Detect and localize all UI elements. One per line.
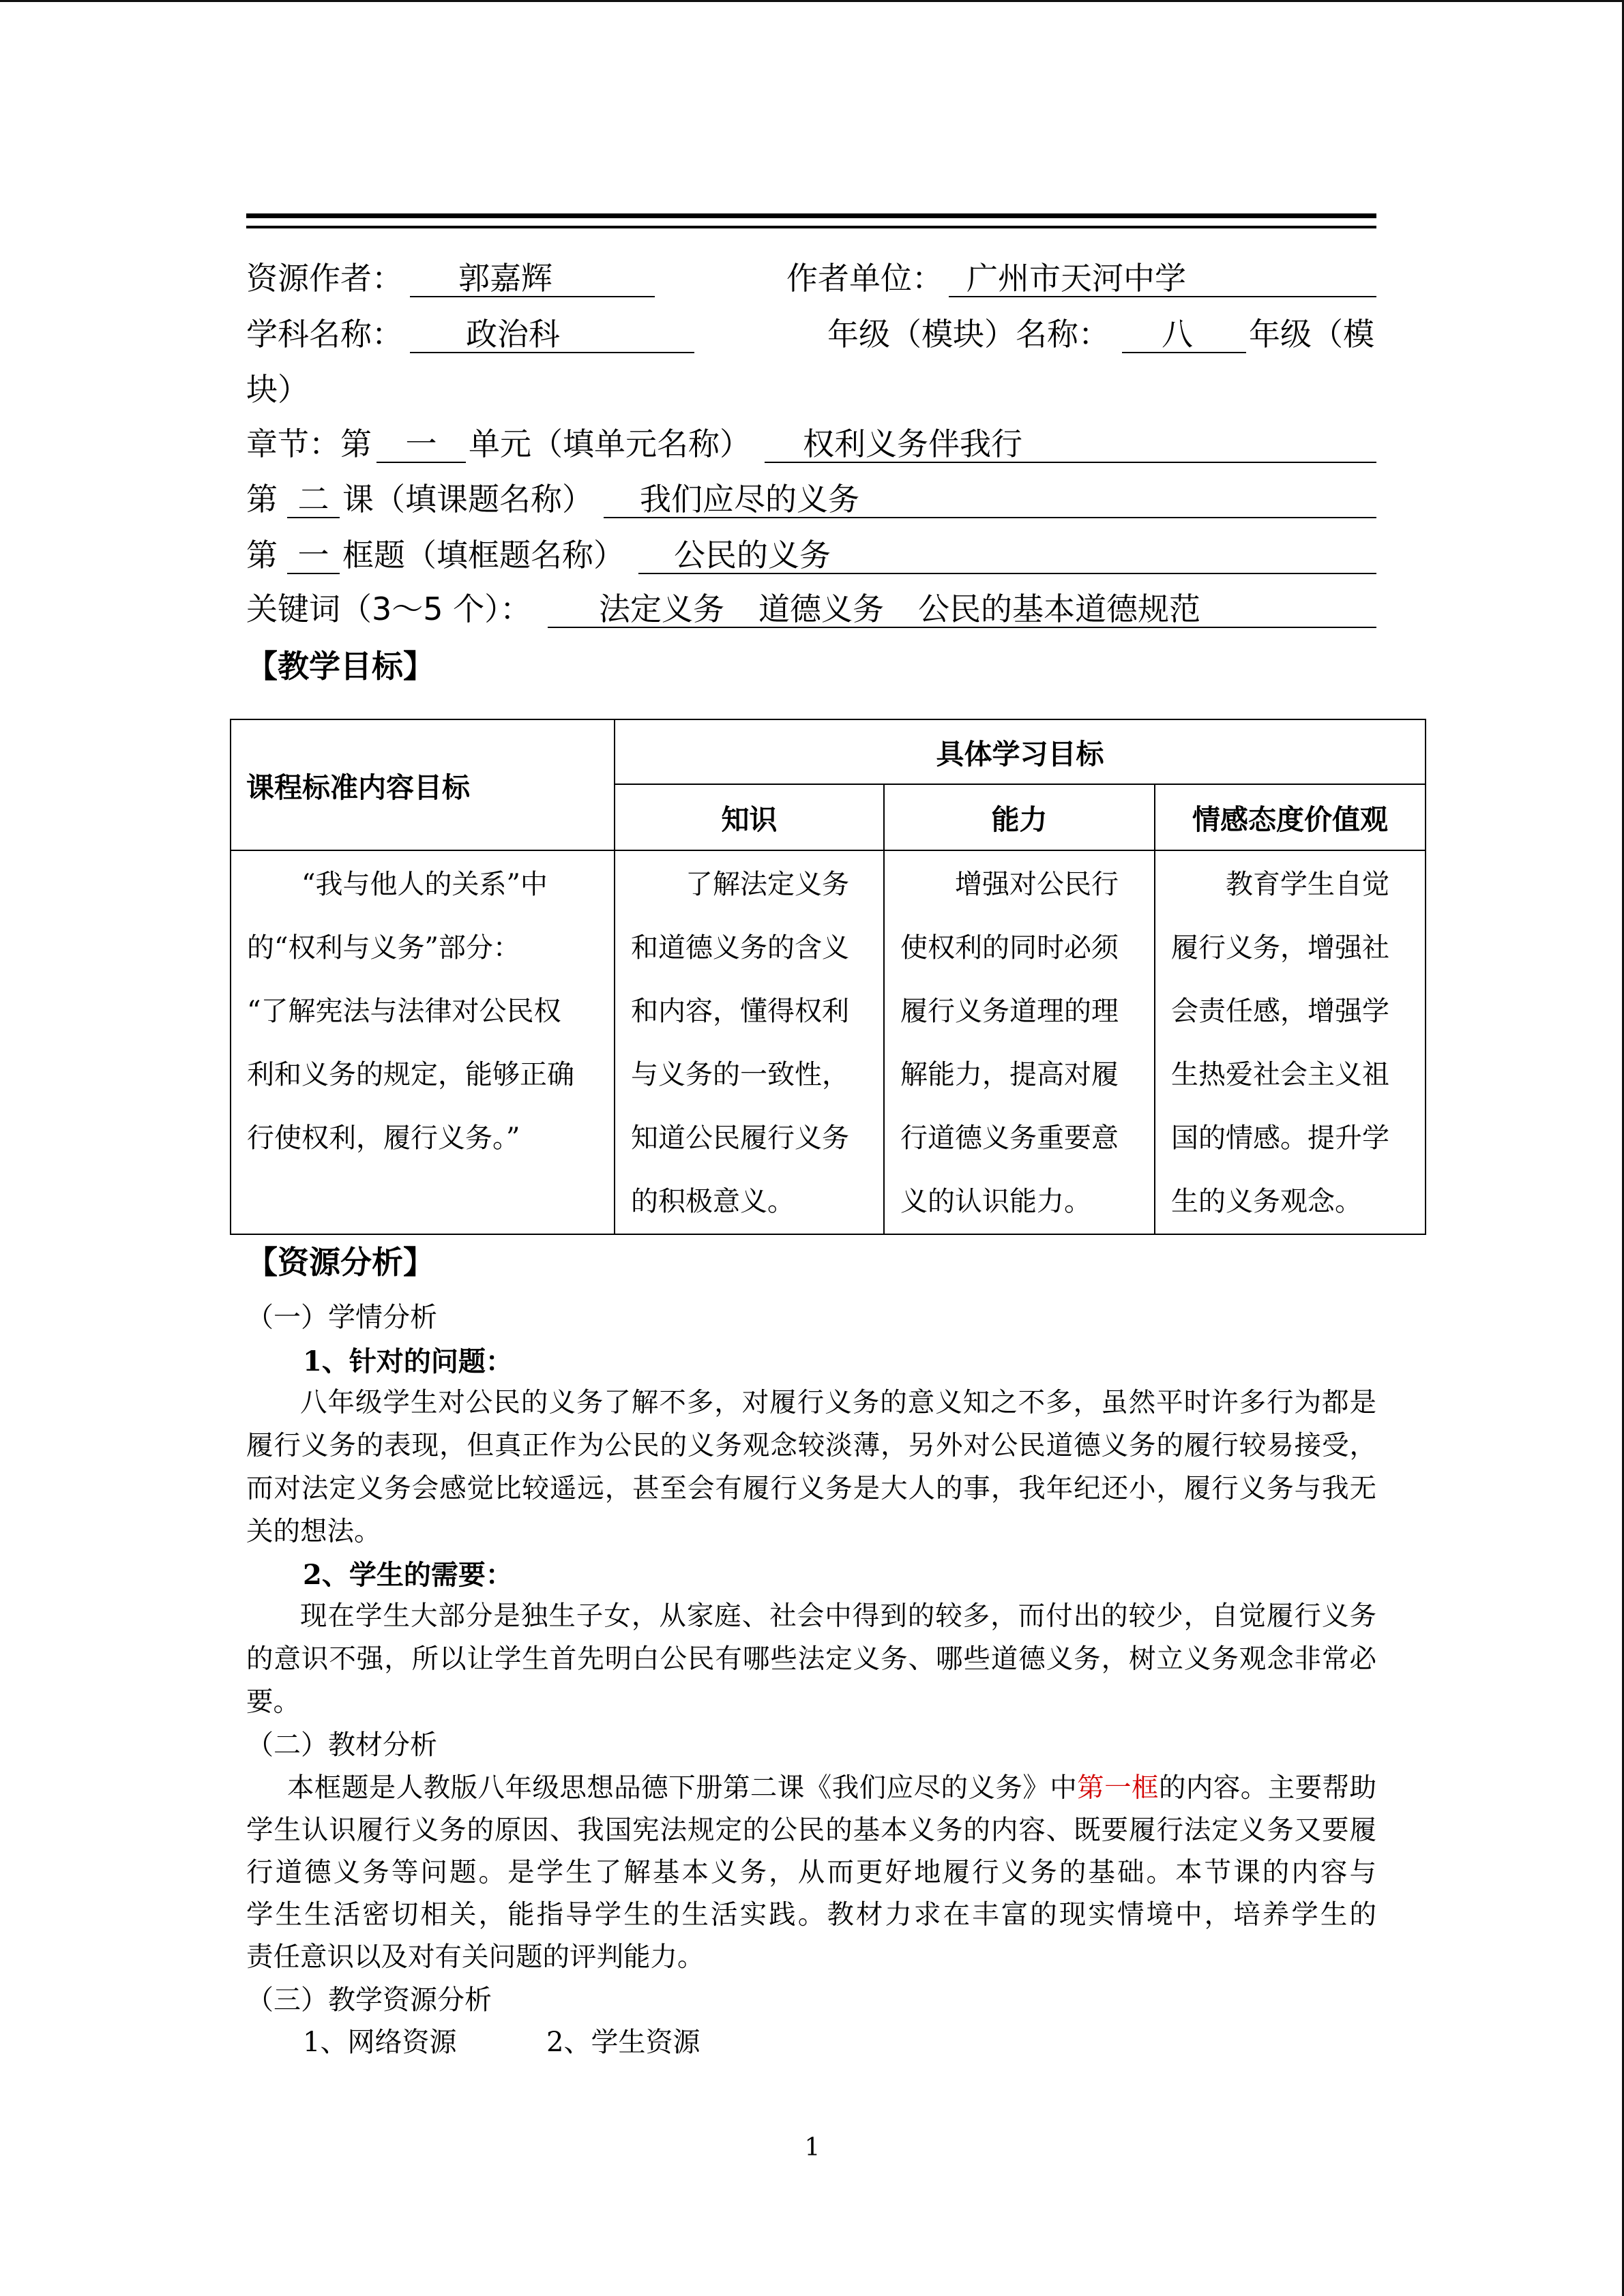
header-line-grade-wrap	[0, 370, 1624, 408]
standard-cell	[231, 850, 615, 1234]
paragraph-line: 责任意识以及对有关问题的评判能力。	[246, 1941, 705, 1973]
chapter-unit-name-field: 权利义务伴我行	[765, 425, 1376, 463]
material-paragraph	[246, 1767, 1376, 1978]
lesson-number-field: 二	[287, 480, 340, 518]
subject-label: 学科名称：	[246, 316, 403, 353]
knowledge-header-cell: 知识	[615, 784, 884, 850]
cell-line: “了解宪法与法律对公民权	[247, 996, 561, 1027]
header-line-objectives	[0, 647, 1624, 685]
cell-line: 解能力，提高对履	[900, 1059, 1119, 1090]
page-number: 1	[804, 2134, 821, 2162]
table-header-row	[231, 719, 1426, 784]
author-label: 资源作者：	[246, 260, 403, 297]
cell-line: 会责任感，增强学	[1171, 996, 1389, 1027]
frame-label: 框题（填框题名称）	[342, 537, 625, 573]
paragraph-line: 学生生活密切相关，能指导学生的生活实践。教材力求在丰富的现实情境中，培养学生的	[246, 1899, 1376, 1930]
grade-field: 八	[1122, 315, 1246, 353]
learner-analysis-title: （一）学情分析	[246, 1302, 437, 1333]
cell-line: 和道德义务的含义	[631, 932, 849, 964]
cell-line: 行道德义务重要意	[900, 1122, 1119, 1154]
keyword-item: 道德义务	[758, 591, 884, 627]
standard-header-cell: 课程标准内容目标	[231, 719, 615, 850]
grade-label: 年级（模块）名称：	[827, 316, 1110, 353]
grade-suffix-part1: 年级（模	[1249, 316, 1374, 353]
lesson-label: 课（填课题名称）	[342, 481, 593, 518]
header-line-keywords	[0, 590, 1624, 628]
cell-line: 行使权利，履行义务。”	[247, 1122, 520, 1154]
subject-field: 政治科	[410, 315, 694, 353]
header-line-author	[0, 259, 1624, 297]
attitude-cell	[1155, 850, 1426, 1234]
lesson-prefix: 第	[246, 481, 278, 518]
cell-line: 与义务的一致性，	[631, 1059, 849, 1090]
paragraph-line: 的意识不强，所以让学生首先明白公民有哪些法定义务、哪些道德义务，树立义务观念非常必	[246, 1643, 1376, 1675]
chapter-label: 章节：第	[246, 426, 372, 462]
cell-line: 的“权利与义务”部分：	[247, 932, 520, 964]
lesson-name-field: 我们应尽的义务	[604, 480, 1376, 518]
chapter-unit-label: 单元（填单元名称）	[469, 426, 751, 462]
paragraph-line: 现在学生大部分是独生子女，从家庭、社会中得到的较多，而付出的较少，自觉履行义务	[300, 1600, 1376, 1632]
paragraph-line: 行道德义务等问题。是学生了解基本义务，从而更好地履行义务的基础。本节课的内容与	[246, 1857, 1376, 1888]
cell-line: 了解法定义务	[685, 869, 849, 900]
cell-line: 生热爱社会主义祖	[1171, 1059, 1389, 1090]
cell-line: 教育学生自觉	[1226, 869, 1389, 900]
cell-line: “我与他人的关系”中	[301, 869, 548, 900]
cell-line: 履行义务道理的理	[900, 996, 1119, 1027]
grade-suffix-part2: 块）	[246, 371, 309, 408]
problem-paragraph	[246, 1382, 1376, 1553]
cell-line: 生的义务观念。	[1171, 1186, 1362, 1217]
keyword-item: 法定义务	[599, 591, 724, 627]
chapter-unit-number-field: 一	[377, 425, 466, 463]
cell-line: 知道公民履行义务	[631, 1122, 849, 1154]
material-analysis-title: （二）教材分析	[246, 1729, 437, 1761]
ability-cell	[884, 850, 1155, 1234]
paragraph-line: 要。	[246, 1686, 300, 1718]
paragraph-line: 学生认识履行义务的原因、我国宪法规定的公民的基本义务的内容、既要履行法定义务又要履	[246, 1815, 1376, 1846]
cell-line: 利和义务的规定，能够正确	[247, 1059, 574, 1090]
resource-item-students: 2、学生资源	[546, 2027, 700, 2058]
header-line-subject	[0, 315, 1624, 353]
paragraph-text: 本框题是人教版八年级思想品德下册第二课《我们应尽的义务》中	[287, 1772, 1078, 1804]
header-line-frame	[0, 536, 1624, 574]
resource-item-network: 1、网络资源	[303, 2027, 457, 2058]
problem-subtitle: 1、针对的问题：	[303, 1345, 513, 1377]
resource-analysis-heading: 【资源分析】	[246, 1244, 434, 1281]
objectives-table	[230, 719, 1426, 1235]
cell-line: 的积极意义。	[631, 1186, 795, 1217]
table-row	[231, 850, 1426, 1234]
paragraph-text: 的内容。主要帮助	[1158, 1772, 1377, 1804]
cell-line: 国的情感。提升学	[1171, 1122, 1389, 1154]
cell-line: 增强对公民行	[955, 869, 1119, 900]
header-double-rule	[246, 213, 1376, 228]
needs-subtitle: 2、学生的需要：	[303, 1559, 513, 1591]
attitude-header-cell: 情感态度价值观	[1155, 784, 1426, 850]
knowledge-cell	[615, 850, 884, 1234]
paragraph-line: 八年级学生对公民的义务了解不多，对履行义务的意义知之不多，虽然平时许多行为都是	[300, 1387, 1376, 1418]
header-line-lesson	[0, 480, 1624, 518]
objectives-heading: 【教学目标】	[246, 648, 434, 685]
cell-line: 义的认识能力。	[900, 1186, 1091, 1217]
keywords-field	[548, 590, 1376, 628]
highlighted-text: 第一框	[1077, 1772, 1159, 1804]
frame-name-field: 公民的义务	[638, 536, 1376, 574]
cell-line: 履行义务，增强社	[1171, 932, 1389, 964]
header-line-chapter	[0, 425, 1624, 463]
unit-label: 作者单位：	[786, 260, 943, 297]
frame-prefix: 第	[246, 537, 278, 573]
ability-header-cell: 能力	[884, 784, 1155, 850]
unit-field: 广州市天河中学	[949, 259, 1376, 297]
paragraph-line: 而对法定义务会感觉比较遥远，甚至会有履行义务是大人的事，我年纪还小，履行义务与我无	[246, 1473, 1376, 1504]
paragraph-line: 履行义务的表现，但真正作为公民的义务观念较淡薄，另外对公民道德义务的履行较易接受，	[246, 1430, 1376, 1461]
keywords-label: 关键词（3～5 个）：	[246, 591, 532, 627]
cell-line: 和内容，懂得权利	[631, 996, 849, 1027]
paragraph-line	[246, 1767, 1376, 1809]
teaching-resources-title: （三）教学资源分析	[246, 1984, 492, 2016]
goals-header-cell: 具体学习目标	[615, 719, 1426, 784]
author-field: 郭嘉辉	[410, 259, 655, 297]
keyword-item: 公民的基本道德规范	[918, 591, 1200, 627]
paragraph-line: 关的想法。	[246, 1516, 381, 1547]
frame-number-field: 一	[287, 536, 340, 574]
needs-paragraph	[246, 1595, 1376, 1724]
cell-line: 使权利的同时必须	[900, 932, 1119, 964]
